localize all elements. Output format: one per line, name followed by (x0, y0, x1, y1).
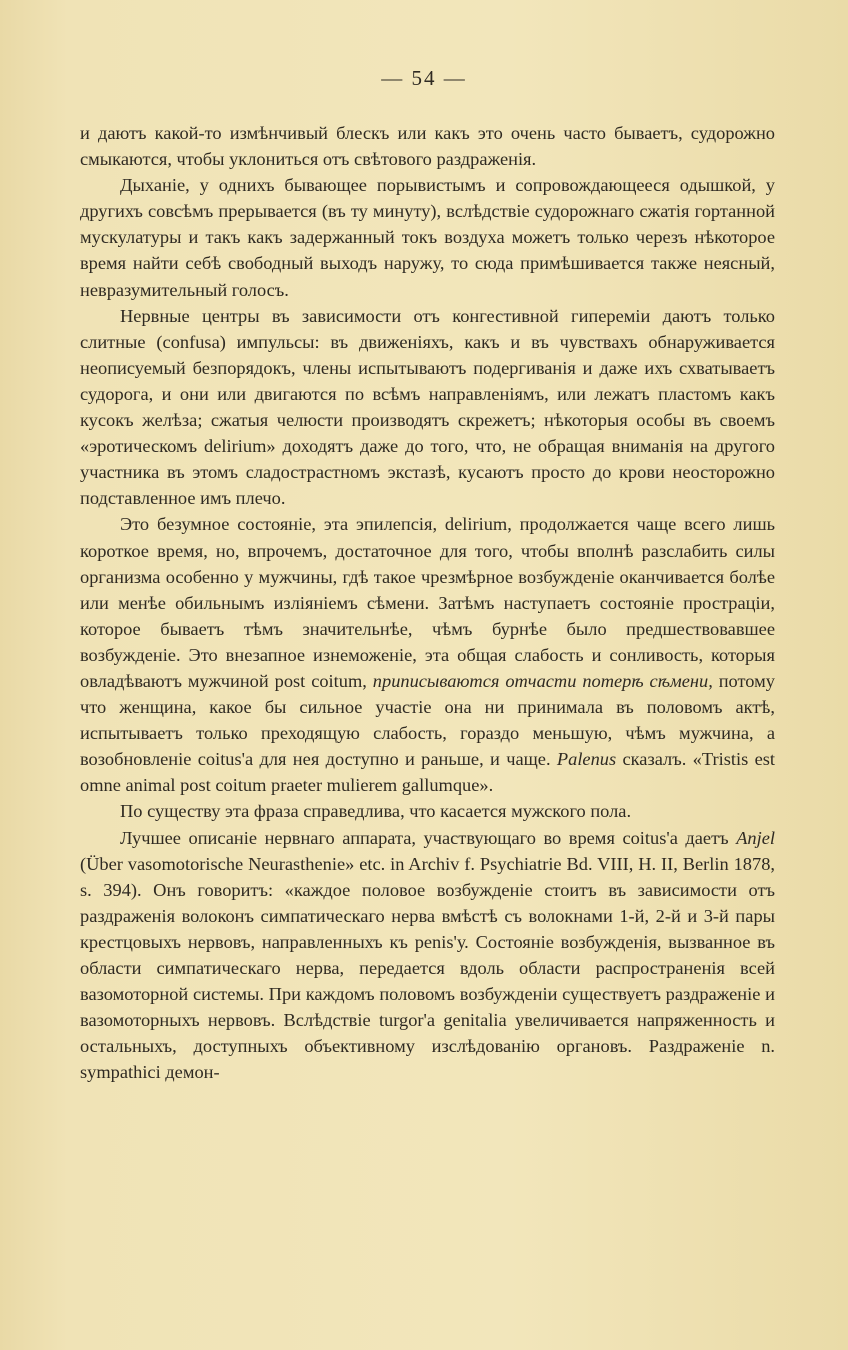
text-segment: Дыханіе, у однихъ бывающее порывистымъ и сопровождающееся одышкой, у другихъ совсѣмъ прерывается (въ ту минуту), вслѣдствіе судорожнаго сжатія гортанной мускулатуры и такъ какъ задержанный токъ воздуха можетъ только черезъ нѣкоторое время найти себѣ свободный выходъ наружу, то сюда примѣшивается также неясный, невразумительный голосъ. (80, 175, 775, 300)
paragraph (80, 825, 775, 1086)
paragraph (80, 511, 775, 798)
paragraph (80, 303, 775, 512)
text-segment: и даютъ какой-то измѣнчивый блескъ или какъ это очень часто бываетъ, судорожно смыкаются, чтобы уклониться отъ свѣтового раздраженія. (80, 123, 775, 170)
emphasized-text: Anjel (736, 827, 775, 848)
text-segment: (Über vasomotorische Neurasthenie» etc. in Archiv f. Psychiatrie Bd. VIII, H. II, Berlin 1878, s. 394). Онъ говоритъ: «каждое половое возбужденіе стоитъ въ зависимости отъ раздраженія волоконъ симпатическаго нерва вмѣстѣ съ волокнами 1-й, 2-й и 3-й пары крестцовыхъ нервовъ, направленныхъ къ penis'у. Состояніе возбужденія, вызванное въ области симпатическаго нерва, передается вдоль области распространенія всей вазомоторной системы. При каждомъ половомъ возбужденіи существуетъ раздраженіе и вазомоторныхъ нервовъ. Вслѣдствіе turgor'а genitalia увеличивается напряженность и остальныхъ, доступныхъ объективному изслѣдованію органовъ. Раздраженіе n. sympathici демон- (80, 853, 775, 1083)
paragraph (80, 798, 775, 824)
emphasized-text: Palenus (556, 749, 617, 770)
body-text (80, 120, 775, 1085)
text-segment: сказалъ. «Tristis est omne animal post coitum praeter mulierem gallumque». (80, 749, 775, 796)
page-number: — 54 — (381, 66, 467, 90)
text-segment: По существу эта фраза справедлива, что касается мужского пола. (120, 801, 632, 822)
paragraph (80, 172, 775, 302)
text-segment: потому что женщина, какое бы сильное участіе она ни принимала въ половомъ актѣ, испытываетъ только преходящую слабость, гораздо меньшую, чѣмъ мужчина, а возобновленіе coitus'а для нея доступно и раньше, и чаще. (80, 670, 775, 770)
text-segment: Это безумное состояніе, эта эпилепсія, delirium, продолжается чаще всего лишь короткое время, но, впрочемъ, достаточное для того, чтобы вполнѣ разслабить силы организма особенно у мужчины, гдѣ такое чрезмѣрное возбужденіе оканчивается болѣе или менѣе обильнымъ изліяніемъ сѣмени. Затѣмъ наступаетъ состояніе простраціи, которое бываетъ тѣмъ значительнѣе, чѣмъ бурнѣе было предшествовавшее возбужденіе. Это внезапное изнеможеніе, эта общая слабость и сонливость, которыя овладѣваютъ мужчиной post coitum, (80, 514, 775, 691)
text-segment: Лучшее описаніе нервнаго аппарата, участвующаго во время coitus'а даетъ (120, 827, 737, 848)
paragraph (80, 120, 775, 172)
emphasized-text: приписываются отчасти потерѣ сѣмени, (372, 670, 713, 691)
text-segment: Нервные центры въ зависимости отъ конгестивной гипереміи даютъ только слитные (confusa) импульсы: въ движеніяхъ, какъ и въ чувствахъ обнаруживается неописуемый безпорядокъ, члены испытываютъ подергиванія и даже ихъ схватываетъ судорога, и они или двигаются по всѣмъ направленіямъ, или лежатъ пластомъ какъ кусокъ желѣза; сжатыя челюсти производятъ скрежетъ; нѣкоторыя особы въ своемъ «эротическомъ delirium» доходятъ даже до того, что, не обращая вниманія на другого участника въ этомъ сладострастномъ экстазѣ, кусаютъ просто до крови неосторожно подставленное имъ плечо. (80, 305, 775, 509)
